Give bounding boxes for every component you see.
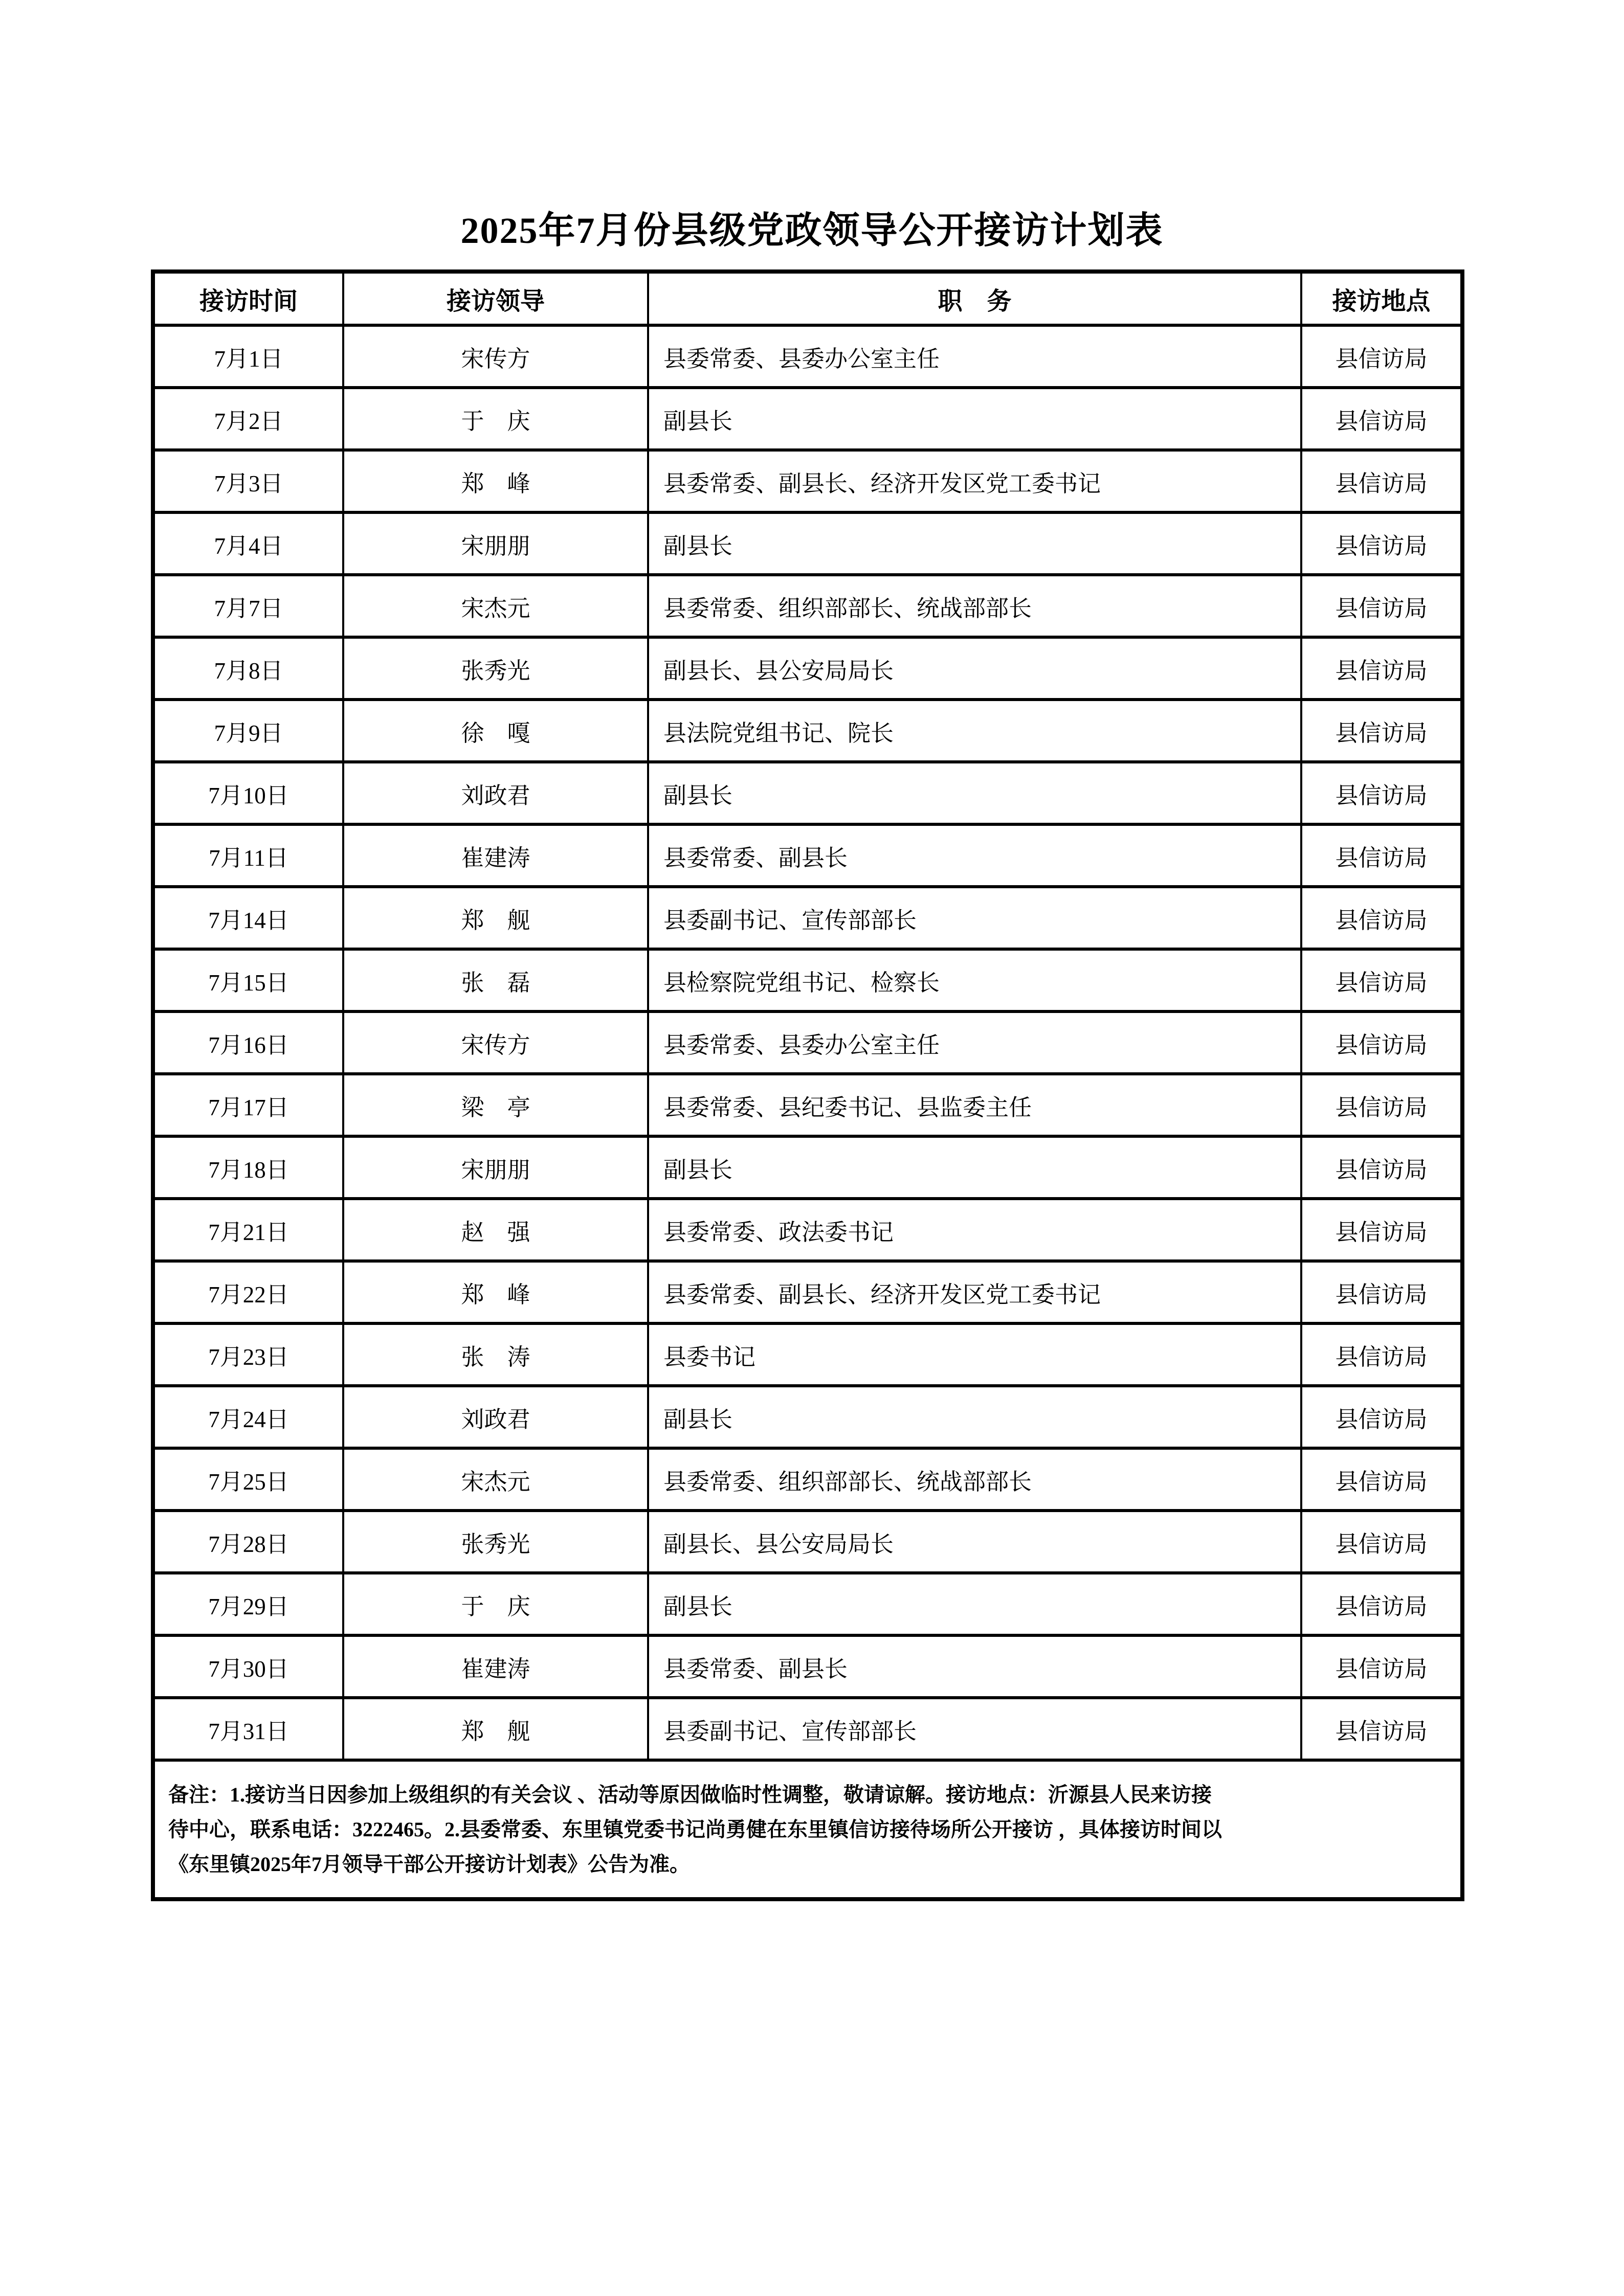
header-position: 职 务 bbox=[648, 272, 1301, 325]
cell-leader: 郑 舰 bbox=[343, 887, 648, 949]
cell-location: 县信访局 bbox=[1301, 1074, 1462, 1136]
cell-location: 县信访局 bbox=[1301, 1698, 1462, 1760]
cell-position: 副县长 bbox=[648, 762, 1301, 824]
cell-leader: 徐 嘎 bbox=[343, 700, 648, 762]
cell-leader: 宋朋朋 bbox=[343, 512, 648, 575]
cell-date: 7月11日 bbox=[153, 824, 343, 887]
cell-location: 县信访局 bbox=[1301, 1511, 1462, 1573]
cell-date: 7月2日 bbox=[153, 388, 343, 450]
header-reception-time: 接访时间 bbox=[153, 272, 343, 325]
cell-position: 县委常委、副县长、经济开发区党工委书记 bbox=[648, 450, 1301, 512]
cell-position: 副县长、县公安局局长 bbox=[648, 637, 1301, 700]
cell-leader: 刘政君 bbox=[343, 1386, 648, 1448]
cell-position: 县委常委、副县长、经济开发区党工委书记 bbox=[648, 1261, 1301, 1323]
cell-position: 县委常委、县委办公室主任 bbox=[648, 325, 1301, 388]
cell-leader: 于 庆 bbox=[343, 1573, 648, 1635]
cell-date: 7月10日 bbox=[153, 762, 343, 824]
table-row bbox=[153, 1323, 1462, 1386]
cell-leader: 郑 舰 bbox=[343, 1698, 648, 1760]
cell-leader: 郑 峰 bbox=[343, 1261, 648, 1323]
table-row bbox=[153, 512, 1462, 575]
table-row bbox=[153, 762, 1462, 824]
cell-leader: 崔建涛 bbox=[343, 824, 648, 887]
cell-location: 县信访局 bbox=[1301, 1199, 1462, 1261]
cell-date: 7月7日 bbox=[153, 575, 343, 637]
header-reception-leader: 接访领导 bbox=[343, 272, 648, 325]
cell-leader: 宋传方 bbox=[343, 325, 648, 388]
cell-location: 县信访局 bbox=[1301, 824, 1462, 887]
table-header-row bbox=[153, 272, 1462, 325]
cell-position: 副县长 bbox=[648, 1386, 1301, 1448]
cell-location: 县信访局 bbox=[1301, 949, 1462, 1011]
cell-position: 县委常委、县纪委书记、县监委主任 bbox=[648, 1074, 1301, 1136]
table-row bbox=[153, 1635, 1462, 1698]
cell-leader: 张 涛 bbox=[343, 1323, 648, 1386]
cell-position: 县委书记 bbox=[648, 1323, 1301, 1386]
cell-date: 7月28日 bbox=[153, 1511, 343, 1573]
cell-position: 县委常委、副县长 bbox=[648, 824, 1301, 887]
cell-position: 县检察院党组书记、检察长 bbox=[648, 949, 1301, 1011]
cell-location: 县信访局 bbox=[1301, 325, 1462, 388]
table-row bbox=[153, 700, 1462, 762]
cell-location: 县信访局 bbox=[1301, 762, 1462, 824]
cell-date: 7月8日 bbox=[153, 637, 343, 700]
cell-location: 县信访局 bbox=[1301, 1323, 1462, 1386]
cell-date: 7月25日 bbox=[153, 1448, 343, 1511]
note-row bbox=[153, 1760, 1462, 1899]
cell-position: 副县长 bbox=[648, 1136, 1301, 1199]
cell-position: 副县长、县公安局局长 bbox=[648, 1511, 1301, 1573]
cell-date: 7月23日 bbox=[153, 1323, 343, 1386]
cell-date: 7月15日 bbox=[153, 949, 343, 1011]
cell-date: 7月18日 bbox=[153, 1136, 343, 1199]
cell-position: 县委副书记、宣传部部长 bbox=[648, 1698, 1301, 1760]
cell-date: 7月21日 bbox=[153, 1199, 343, 1261]
cell-date: 7月17日 bbox=[153, 1074, 343, 1136]
table-row bbox=[153, 949, 1462, 1011]
note-cell bbox=[153, 1760, 1462, 1899]
cell-location: 县信访局 bbox=[1301, 1573, 1462, 1635]
cell-position: 县委常委、副县长 bbox=[648, 1635, 1301, 1698]
cell-position: 县委副书记、宣传部部长 bbox=[648, 887, 1301, 949]
table-row bbox=[153, 388, 1462, 450]
table-row bbox=[153, 575, 1462, 637]
cell-location: 县信访局 bbox=[1301, 1261, 1462, 1323]
header-reception-location: 接访地点 bbox=[1301, 272, 1462, 325]
table-body bbox=[153, 325, 1462, 1760]
cell-location: 县信访局 bbox=[1301, 575, 1462, 637]
cell-date: 7月30日 bbox=[153, 1635, 343, 1698]
cell-date: 7月29日 bbox=[153, 1573, 343, 1635]
table-row bbox=[153, 1074, 1462, 1136]
cell-leader: 张秀光 bbox=[343, 637, 648, 700]
cell-leader: 梁 亭 bbox=[343, 1074, 648, 1136]
table-row bbox=[153, 1698, 1462, 1760]
cell-leader: 郑 峰 bbox=[343, 450, 648, 512]
cell-leader: 崔建涛 bbox=[343, 1635, 648, 1698]
cell-date: 7月3日 bbox=[153, 450, 343, 512]
cell-location: 县信访局 bbox=[1301, 1635, 1462, 1698]
cell-location: 县信访局 bbox=[1301, 450, 1462, 512]
table-row bbox=[153, 1573, 1462, 1635]
cell-location: 县信访局 bbox=[1301, 512, 1462, 575]
cell-date: 7月16日 bbox=[153, 1011, 343, 1074]
cell-leader: 张 磊 bbox=[343, 949, 648, 1011]
cell-leader: 宋传方 bbox=[343, 1011, 648, 1074]
cell-leader: 宋杰元 bbox=[343, 575, 648, 637]
cell-location: 县信访局 bbox=[1301, 637, 1462, 700]
cell-location: 县信访局 bbox=[1301, 700, 1462, 762]
cell-position: 县委常委、政法委书记 bbox=[648, 1199, 1301, 1261]
cell-location: 县信访局 bbox=[1301, 1386, 1462, 1448]
cell-date: 7月22日 bbox=[153, 1261, 343, 1323]
note-line-3: 《东里镇2025年7月领导干部公开接访计划表》公告为准。 bbox=[168, 1852, 690, 1876]
table-row bbox=[153, 637, 1462, 700]
cell-location: 县信访局 bbox=[1301, 1448, 1462, 1511]
reception-plan-table bbox=[151, 269, 1464, 1901]
cell-date: 7月14日 bbox=[153, 887, 343, 949]
table-row bbox=[153, 450, 1462, 512]
cell-position: 县委常委、县委办公室主任 bbox=[648, 1011, 1301, 1074]
table-row bbox=[153, 887, 1462, 949]
table-row bbox=[153, 1011, 1462, 1074]
table-row bbox=[153, 325, 1462, 388]
note-line-2: 待中心，联系电话：3222465。2.县委常委、东里镇党委书记尚勇健在东里镇信访接待场所公开接访 ，具体接访时间以 bbox=[168, 1817, 1222, 1841]
table-row bbox=[153, 1136, 1462, 1199]
page-title: 2025年7月份县级党政领导公开接访计划表 bbox=[460, 210, 1164, 251]
table-row bbox=[153, 1448, 1462, 1511]
cell-location: 县信访局 bbox=[1301, 1136, 1462, 1199]
cell-position: 县委常委、组织部部长、统战部部长 bbox=[648, 1448, 1301, 1511]
cell-position: 副县长 bbox=[648, 388, 1301, 450]
cell-position: 县法院党组书记、院长 bbox=[648, 700, 1301, 762]
cell-location: 县信访局 bbox=[1301, 887, 1462, 949]
cell-date: 7月4日 bbox=[153, 512, 343, 575]
cell-position: 副县长 bbox=[648, 512, 1301, 575]
cell-leader: 宋杰元 bbox=[343, 1448, 648, 1511]
cell-position: 副县长 bbox=[648, 1573, 1301, 1635]
cell-date: 7月1日 bbox=[153, 325, 343, 388]
cell-location: 县信访局 bbox=[1301, 388, 1462, 450]
cell-leader: 张秀光 bbox=[343, 1511, 648, 1573]
cell-leader: 赵 强 bbox=[343, 1199, 648, 1261]
cell-date: 7月24日 bbox=[153, 1386, 343, 1448]
table-row bbox=[153, 1511, 1462, 1573]
cell-date: 7月9日 bbox=[153, 700, 343, 762]
cell-leader: 于 庆 bbox=[343, 388, 648, 450]
table-row bbox=[153, 1199, 1462, 1261]
note-line-1: 备注：1.接访当日因参加上级组织的有关会议 、活动等原因做临时性调整，敬请谅解。接访地点：沂源县人民来访接 bbox=[168, 1783, 1212, 1806]
cell-location: 县信访局 bbox=[1301, 1011, 1462, 1074]
cell-leader: 宋朋朋 bbox=[343, 1136, 648, 1199]
cell-date: 7月31日 bbox=[153, 1698, 343, 1760]
table-row bbox=[153, 824, 1462, 887]
table-row bbox=[153, 1386, 1462, 1448]
table-row bbox=[153, 1261, 1462, 1323]
cell-position: 县委常委、组织部部长、统战部部长 bbox=[648, 575, 1301, 637]
cell-leader: 刘政君 bbox=[343, 762, 648, 824]
